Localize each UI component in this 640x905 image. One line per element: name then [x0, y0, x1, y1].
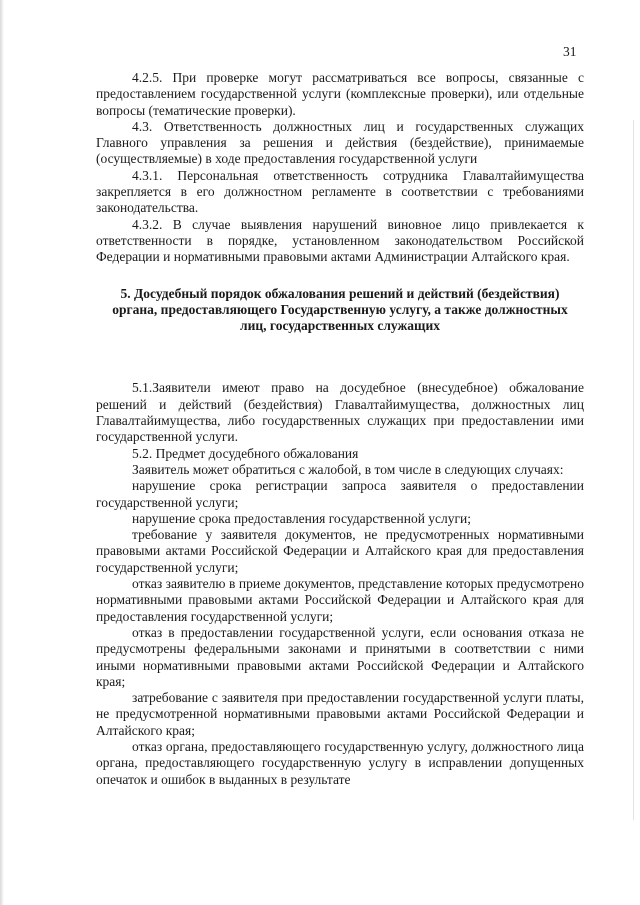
section-heading: 5. Досудебный порядок обжалования решений и действий (бездействия) органа, предоставляющего Государственную услугу, а также должностных лиц, государственных служащих [112, 285, 568, 334]
list-item: отказ в предоставлении государственной услуги, если основания отказа не предусмотрены федеральными законами и принятыми в соответствии с ними иными нормативными правовыми актами Российской Федерации и Алтайского края; [96, 624, 584, 689]
list-item: нарушение срока предоставления государственной услуги; [132, 510, 472, 526]
paragraph-4-2-5: 4.2.5. При проверке могут рассматриваться все вопросы, связанные с предоставлением государственной услуги (комплексные проверки), или отдельные вопросы (тематические проверки). [96, 70, 584, 118]
paragraph-4-3-1: 4.3.1. Персональная ответственность сотрудника Главалтайимущества закрепляется в его должностном регламенте в соответствии с требованиями законодательства. [96, 167, 584, 216]
paragraph-5-1: 5.1.Заявители имеют право на досудебное (внесудебное) обжалование решений и действий (бездействия) Главалтайимущества, должностных лиц Главалтайимущества, либо государственных служащих при предоставлении ими государственной услуги. [96, 380, 584, 445]
paragraph-4-3: 4.3. Ответственность должностных лиц и государственных служащих Главного управления за решения и действия (бездействие), принимаемые (осуществляемые) в ходе предоставления государственной услуги [96, 118, 584, 167]
list-item: отказ заявителю в приеме документов, представление которых предусмотрено нормативными правовыми актами Российской Федерации и Алтайского края для предоставления государственной услуги; [96, 576, 584, 624]
page-number: 31 [563, 44, 577, 59]
document-body [96, 70, 584, 788]
list-item: отказ органа, предоставляющего государственную услугу, должностного лица органа, предоставляющего государственную услугу в исправлении допущенных опечаток и ошибок в выданных в результате [96, 738, 584, 787]
paragraph-5-2: 5.2. Предмет досудебного обжалования [132, 445, 359, 461]
scan-edge-left [0, 0, 4, 905]
list-item: нарушение срока регистрации запроса заявителя о предоставлении государственной услуги; [96, 478, 584, 510]
list-item: затребование с заявителя при предоставлении государственной услуги платы, не предусмотренной нормативными правовыми актами Российской Федерации и Алтайского края; [96, 690, 584, 738]
paragraph-4-3-2: 4.3.2. В случае выявления нарушений виновное лицо привлекается к ответственности в порядке, установленном законодательством Российской Федерации и нормативными правовыми актами Администрации Алтайского края. [96, 216, 584, 265]
scan-edge-right [633, 120, 634, 820]
paragraph-complaint-cases: Заявитель может обратиться с жалобой, в том числе в следующих случаях: [132, 461, 564, 477]
list-item: требование у заявителя документов, не предусмотренных нормативными правовыми актами Российской Федерации и Алтайского края для предоставления государственной услуги; [96, 527, 584, 575]
